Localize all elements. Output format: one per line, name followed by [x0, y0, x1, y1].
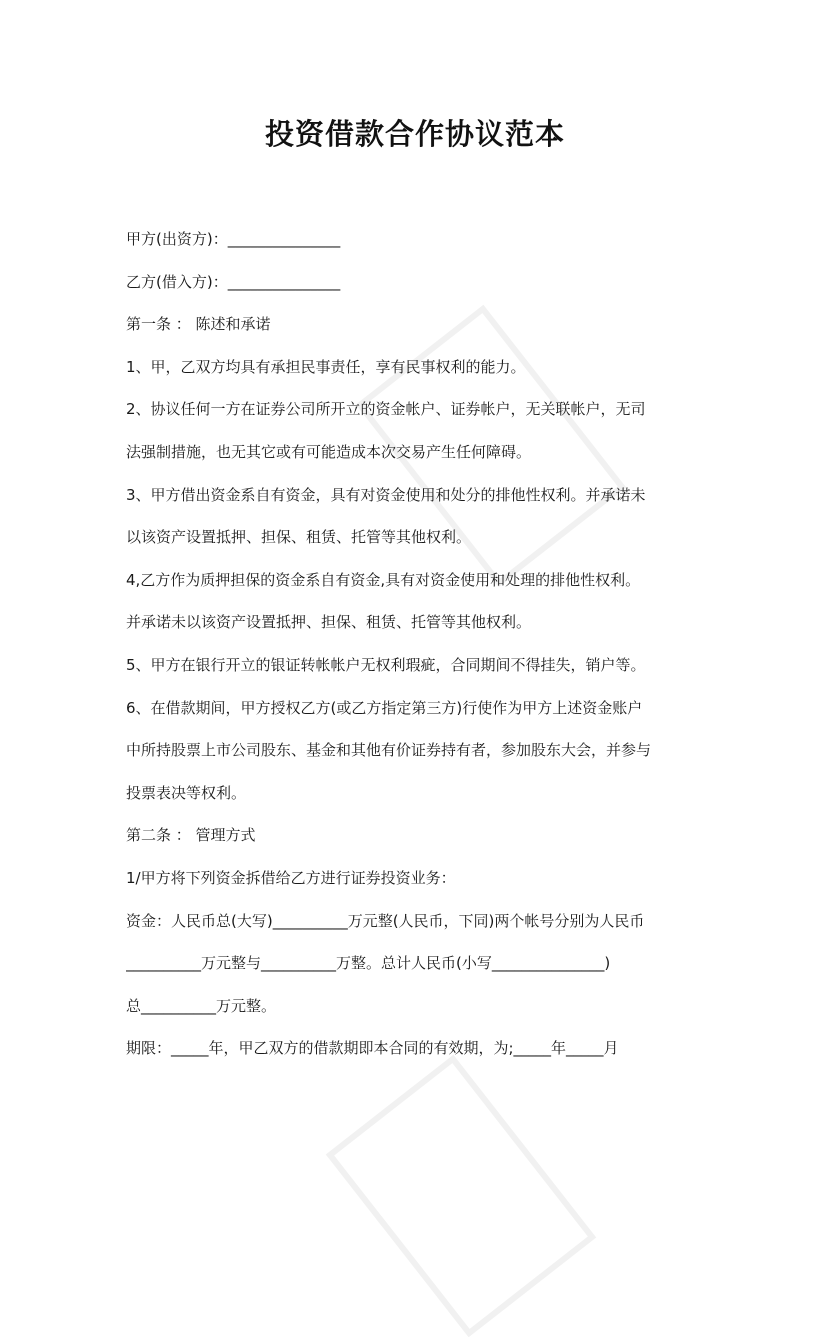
clause-2-line-1: 2、协议任何一方在证券公司所开立的资金帐户、证券帐户，无关联帐户，无司 [126, 400, 646, 419]
clause-3-line-1: 3、甲方借出资金系自有资金，具有对资金使用和处分的排他性权利。并承诺未 [126, 485, 646, 504]
term-line: 期限：_____年，甲乙双方的借款期即本合同的有效期，为;_____年_____月 [126, 1039, 619, 1058]
management-clause-1: 1/甲方将下列资金拆借给乙方进行证券投资业务： [126, 868, 456, 887]
party-b-line: 乙方(借入方)：_______________ [126, 272, 341, 291]
clause-5: 5、甲方在银行开立的银证转帐帐户无权利瑕疵，合同期间不得挂失，销户等。 [126, 655, 646, 674]
article-2-heading: 第二条 ： 管理方式 [126, 826, 256, 845]
document-body [126, 218, 711, 1070]
clause-6-line-2: 中所持股票上市公司股东、基金和其他有价证券持有者，参加股东大会，并参与 [126, 741, 652, 760]
clause-4-line-2: 并承诺未以该资产设置抵押、担保、租赁、托管等其他权利。 [126, 613, 532, 632]
funds-line-1: 资金：人民币总(大写)__________万元整(人民币，下同)两个帐号分别为人民币 [126, 911, 645, 930]
clause-2-line-2: 法强制措施，也无其它或有可能造成本次交易产生任何障碍。 [126, 442, 532, 461]
party-a-line: 甲方(出资方)：_______________ [126, 230, 341, 248]
watermark-bottom [326, 1055, 596, 1337]
clause-6-line-1: 6、在借款期间，甲方授权乙方(或乙方指定第三方)行使作为甲方上述资金账户 [126, 698, 643, 717]
funds-line-3: 总__________万元整。 [126, 996, 277, 1015]
clause-1: 1、甲，乙双方均具有承担民事责任，享有民事权利的能力。 [126, 357, 526, 376]
clause-6-line-3: 投票表决等权利。 [126, 783, 247, 802]
clause-3-line-2: 以该资产设置抵押、担保、租赁、托管等其他权利。 [126, 528, 472, 547]
article-1-heading: 第一条 ： 陈述和承诺 [126, 315, 271, 334]
document-title: 投资借款合作协议范本 [264, 117, 565, 151]
funds-line-2: __________万元整与__________万整。总计人民币(小写_______________) [126, 954, 611, 973]
clause-4-line-1: 4,乙方作为质押担保的资金系自有资金,具有对资金使用和处理的排他性权利。 [126, 570, 641, 589]
